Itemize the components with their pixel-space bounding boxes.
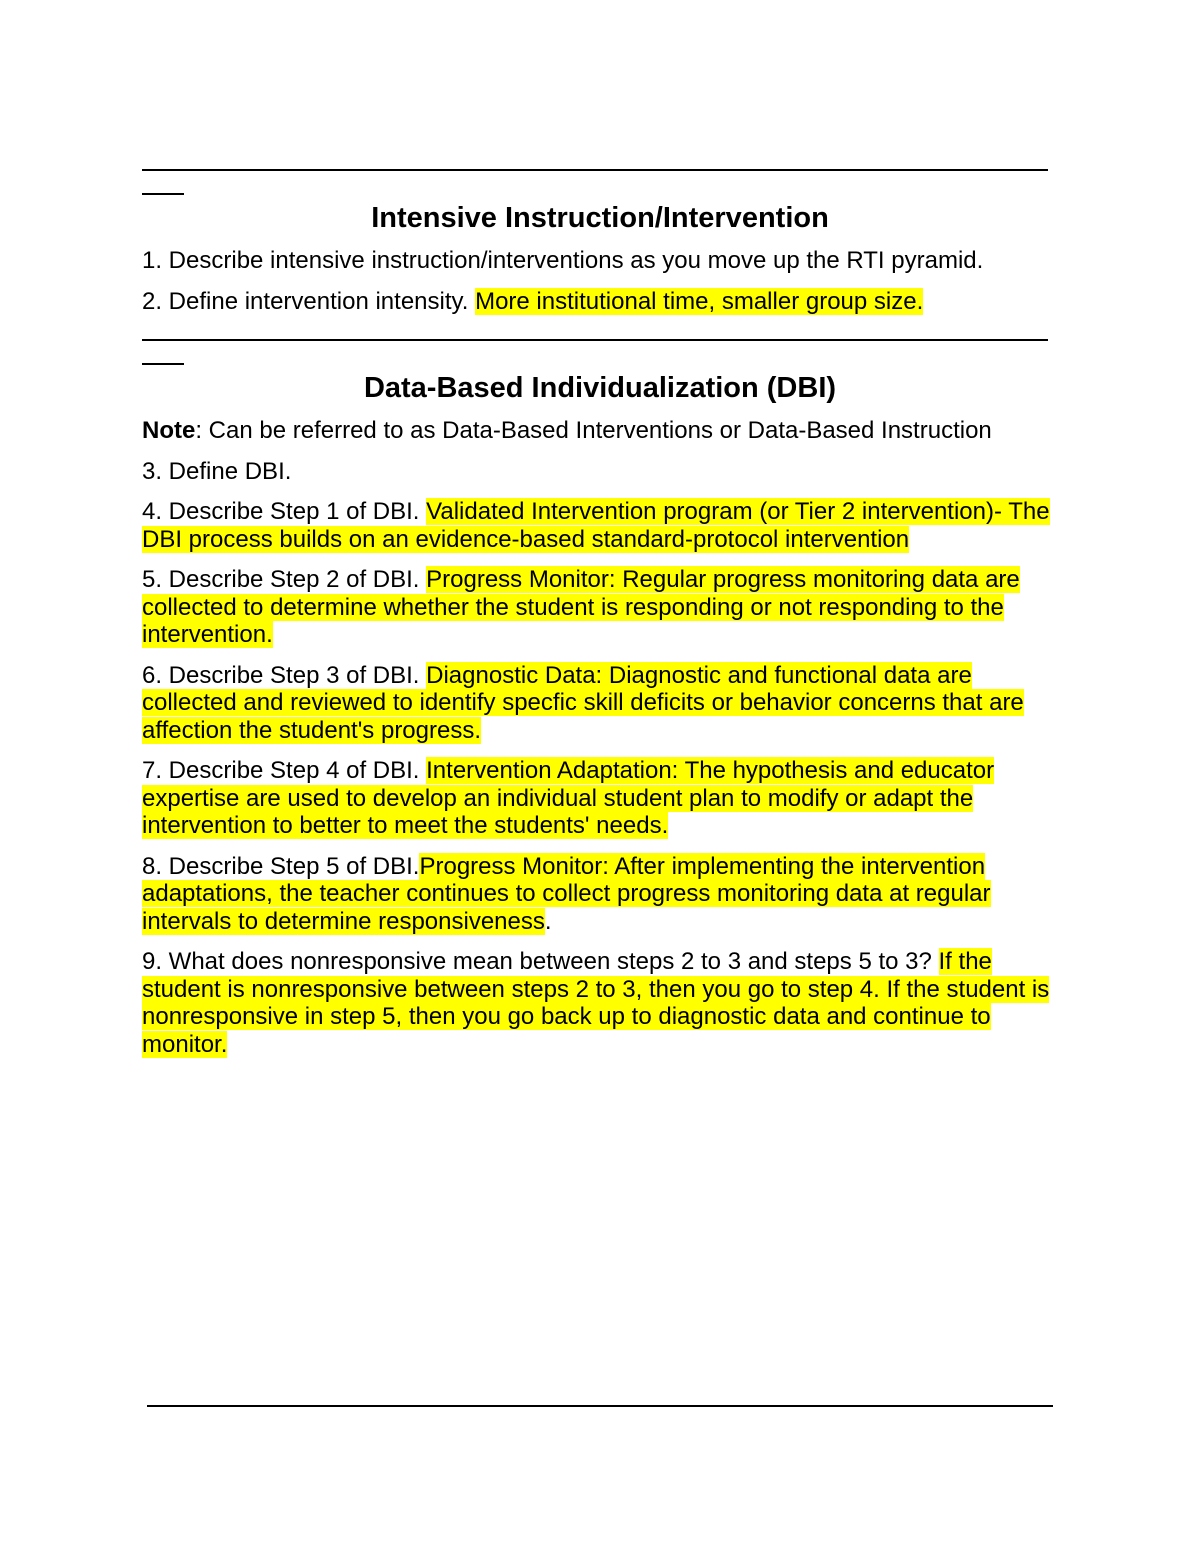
answer-8-highlight: Progress Monitor: After implementing the intervention adaptations, the teacher continues to collect progress monitoring data at regular intervals to determine responsiveness: [142, 852, 991, 935]
note-label: Note: [142, 417, 196, 444]
question-5-text: 5. Describe Step 2 of DBI.: [142, 566, 420, 593]
answer-4-highlight: Validated Intervention program (or Tier 2 intervention)- The DBI process builds on an evidence-based standard-protocol intervention: [142, 498, 1050, 553]
question-3-text: 3. Define DBI.: [142, 457, 292, 485]
question-9: [142, 948, 1058, 1058]
question-1: [142, 247, 1058, 275]
answer-2-highlight: More institutional time, smaller group size.: [475, 287, 924, 315]
note-text: : Can be referred to as Data-Based Interventions or Data-Based Instruction: [195, 417, 992, 444]
question-6-text: 6. Describe Step 3 of DBI.: [142, 661, 420, 689]
answer-6-highlight: Diagnostic Data: Diagnostic and functional data are collected and reviewed to identify specfic skill deficits or behavior concerns that are affection the student's progress.: [142, 661, 1024, 744]
separator-tail: [142, 193, 184, 195]
separator-line: [142, 339, 1058, 365]
answer-5-highlight: Progress Monitor: Regular progress monitoring data are collected to determine whether the student is responding or not responding to the intervention.: [142, 566, 1020, 648]
separator-bar: [142, 339, 1048, 341]
question-6: [142, 662, 1058, 745]
separator-tail: [142, 363, 184, 365]
answer-7-highlight: Intervention Adaptation: The hypothesis and educator expertise are used to develop an individual student plan to modify or adapt the intervention to better to meet the students' needs.: [142, 757, 995, 839]
document-page: [142, 145, 1058, 1071]
question-4: [142, 498, 1058, 553]
answer-9-highlight: If the student is nonresponsive between steps 2 to 3, then you go to step 4. If the student is nonresponsive in step 5, then you go back up to diagnostic data and continue to monitor.: [142, 948, 1050, 1058]
question-7: [142, 757, 1058, 840]
question-1-text: 1. Describe intensive instruction/interventions as you move up the RTI pyramid.: [142, 247, 984, 274]
question-4-text: 4. Describe Step 1 of DBI.: [142, 498, 420, 525]
answer-8-end: .: [544, 907, 552, 935]
question-2-text: 2. Define intervention intensity.: [142, 287, 469, 315]
question-8-text: 8. Describe Step 5 of DBI.: [142, 852, 420, 880]
section-title-dbi: Data-Based Individualization (DBI): [363, 372, 837, 404]
separator-bar: [142, 169, 1048, 171]
note: [142, 417, 1058, 445]
separator-line: [142, 169, 1058, 195]
question-9-text: 9. What does nonresponsive mean between steps 2 to 3 and steps 5 to 3?: [142, 948, 932, 975]
bottom-separator-line: [147, 1405, 1053, 1407]
section-title-intensive-instruction: Intensive Instruction/Intervention: [371, 202, 829, 234]
question-3: [142, 458, 1058, 486]
question-7-text: 7. Describe Step 4 of DBI.: [142, 757, 420, 784]
question-8: [142, 853, 1058, 936]
question-2: [142, 288, 1058, 316]
question-5: [142, 566, 1058, 649]
